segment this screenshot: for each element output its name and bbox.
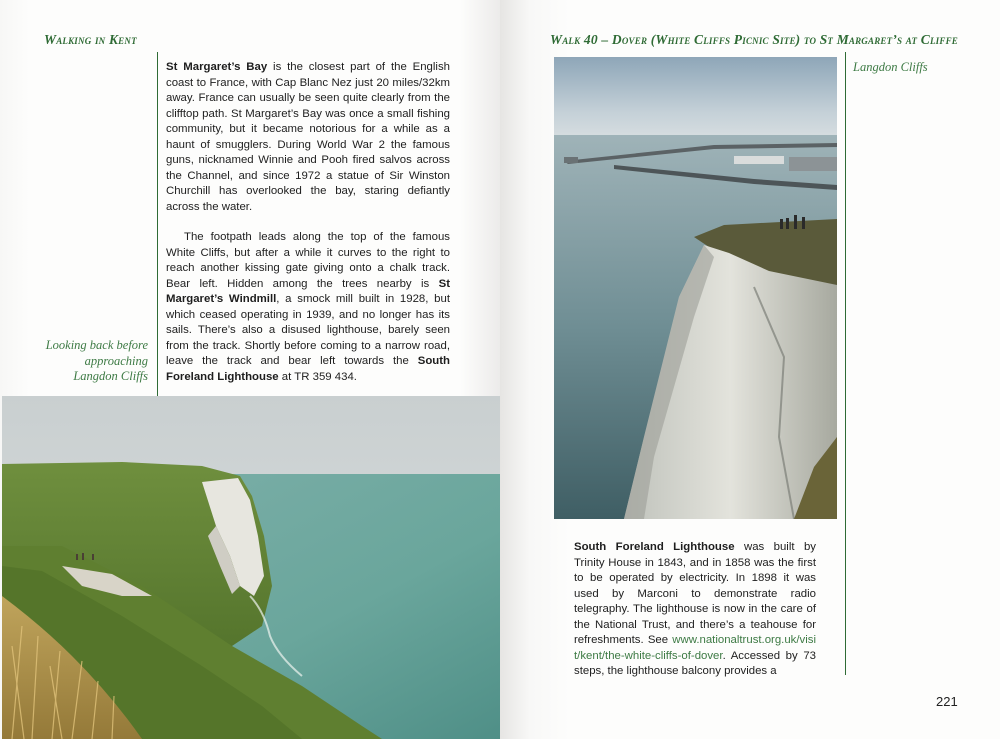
paragraph-text: at TR 359 434.	[278, 370, 357, 383]
bold-term: South Foreland Lighthouse	[574, 541, 735, 553]
bold-term: St Margaret’s Bay	[166, 61, 268, 73]
right-running-head: Walk 40 – Dover (White Cliffs Picnic Site) to St Margaret’s at Cliffe	[550, 32, 958, 47]
left-running-head: Walking in Kent	[44, 32, 137, 47]
langdon-cliffs-photo	[554, 57, 837, 519]
paragraph-footpath	[166, 230, 450, 385]
cliffs-looking-back-photo	[2, 396, 500, 739]
left-margin-rule	[157, 52, 158, 396]
bold-term: St Margaret’s Windmill	[166, 277, 450, 305]
paragraph-text: , a smock mill built in 1928, but which ceased operating in 1939, and no longer has its sails. There’s also a disused lighthouse, barely seen from the track. Shortly before coming to a narrow road, leave the track and bear left towards the	[166, 293, 450, 367]
right-photo-caption: Langdon Cliffs	[853, 60, 928, 74]
paragraph-text: . Accessed by 73 steps, the lighthouse balcony provides a	[574, 649, 816, 677]
bold-term: South Foreland Lighthouse	[166, 355, 450, 383]
right-text-column	[574, 540, 816, 680]
paragraph-text: was built by Trinity House in 1843, and in 1858 was the first to be operated by electricity. In 1898 it was used by Marconi to demonstrate radio telegraphy. The lighthouse is now in the care of the National Trust, and there’s a teahouse for refreshments. See	[574, 541, 816, 646]
paragraph-south-foreland	[574, 540, 816, 680]
left-text-column	[166, 60, 450, 385]
left-photo-caption: Looking back before approaching Langdon Cliffs	[45, 338, 148, 383]
paragraph-text: is the closest part of the English coast to France, with Cap Blanc Nez just 20 miles/32km away. France can usually be seen quite clearly from the clifftop path. St Margaret’s Bay was once a small fishing community, but it became notorious for a while as a haunt of smugglers. During World War 2 the famous guns, nicknamed Winnie and Pooh fired salvos across the Channel, and since 1972 a statue of Sir Winston Churchill has overlooked the bay, staring defiantly across the water.	[166, 61, 450, 213]
national-trust-link[interactable]: www.nationaltrust.org.uk/visit/kent/the-white-cliffs-of-dover	[574, 634, 816, 662]
right-margin-rule	[845, 52, 846, 675]
paragraph-st-margarets-bay	[166, 60, 450, 215]
page-number: 221	[936, 694, 958, 709]
paragraph-text: The footpath leads along the top of the famous White Cliffs, but after a while it curves to the right to reach another kissing gate giving onto a chalk track. Bear left. Hidden among the trees nearby is	[166, 231, 450, 290]
